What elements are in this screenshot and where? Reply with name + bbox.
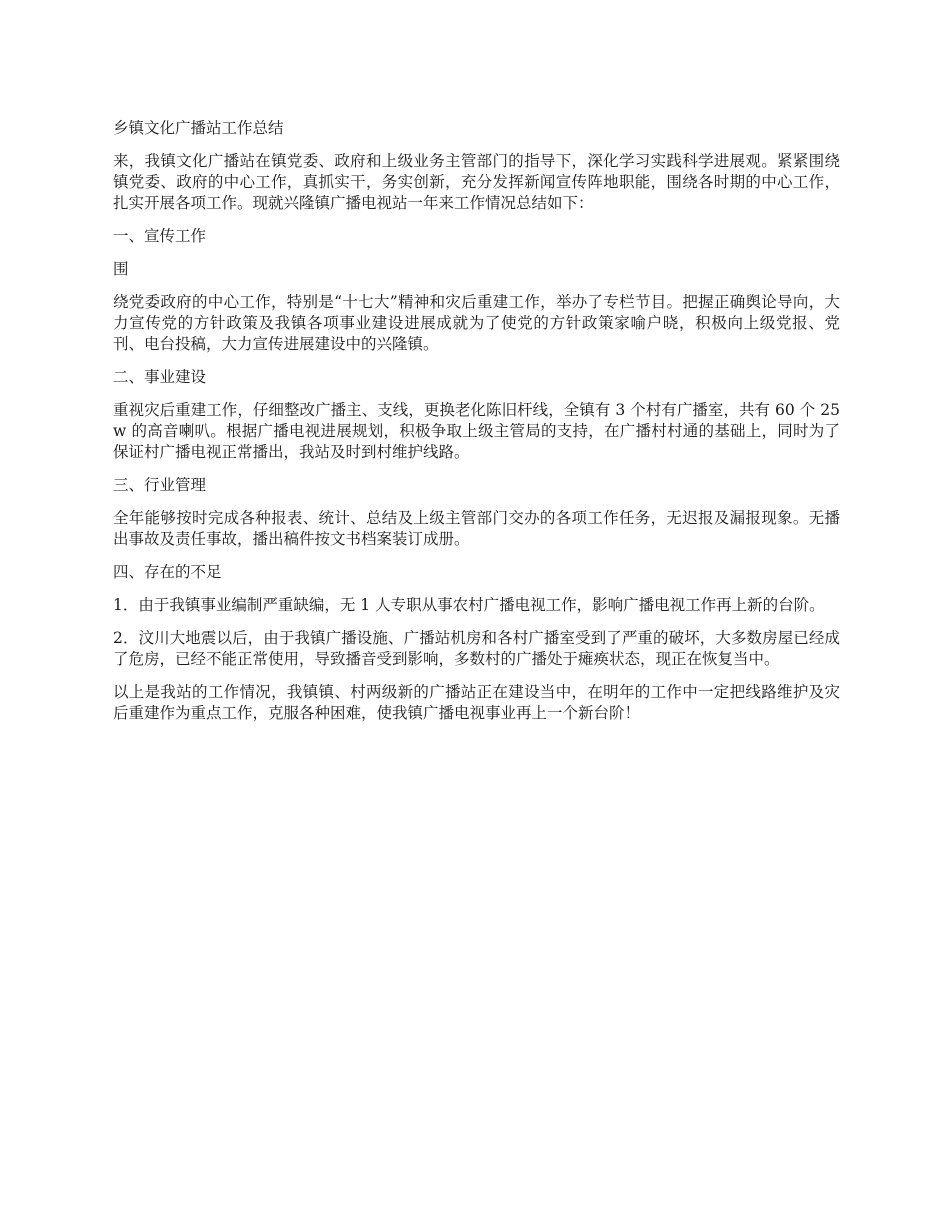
section-construction-body: 重视灾后重建工作，仔细整改广播主、支线，更换老化陈旧杆线，全镇有 3 个村有广播室，共有 60 个 25w 的高音喇叭。根据广播电视进展规划，积极争取上级主管局的支持，在广播村村通的基础上，同时为了保证村广播电视正常播出，我站及时到村维护线路。 [113,401,840,461]
shortcoming-item-1: 1．由于我镇事业编制严重缺编，无 1 人专职从事农村广播电视工作，影响广播电视工作再上新的台阶。 [113,596,825,614]
section-heading-construction: 二、事业建设 [113,368,207,386]
section-publicity-body: 绕党委政府的中心工作，特别是“十七大”精神和灾后重建工作，举办了专栏节目。把握正确舆论导向，大力宣传党的方针政策及我镇各项事业建设进展成就为了使党的方针政策家喻户晓，积极向上级党报、党刊、电台投稿，大力宣传进展建设中的兴隆镇。 [113,293,840,353]
shortcoming-item-2: 2．汶川大地震以后，由于我镇广播设施、广播站机房和各村广播室受到了严重的破坏，大多数房屋已经成了危房，已经不能正常使用，导致播音受到影响，多数村的广播处于瘫痪状态，现正在恢复当中。 [113,629,840,668]
document-title: 乡镇文化广播站工作总结 [113,119,284,137]
document-page [113,118,840,736]
section-management-body: 全年能够按时完成各种报表、统计、总结及上级主管部门交办的各项工作任务，无迟报及漏报现象。无播出事故及责任事故，播出稿件按文书档案装订成册。 [113,509,840,548]
conclusion-paragraph: 以上是我站的工作情况，我镇镇、村两级新的广播站正在建设当中，在明年的工作中一定把线路维护及灾后重建作为重点工作，克服各种困难，使我镇广播电视事业再上一个新台阶！ [113,683,840,722]
section-heading-publicity: 一、宣传工作 [113,227,207,245]
section-publicity-fragment: 围 [113,260,129,278]
intro-paragraph: 来，我镇文化广播站在镇党委、政府和上级业务主管部门的指导下，深化学习实践科学进展观。紧紧围绕镇党委、政府的中心工作，真抓实干，务实创新，充分发挥新闻宣传阵地职能，围绕各时期的中心工作，扎实开展各项工作。现就兴隆镇广播电视站一年来工作情况总结如下： [113,152,840,212]
section-heading-management: 三、行业管理 [113,476,207,494]
section-heading-shortcomings: 四、存在的不足 [113,563,222,581]
